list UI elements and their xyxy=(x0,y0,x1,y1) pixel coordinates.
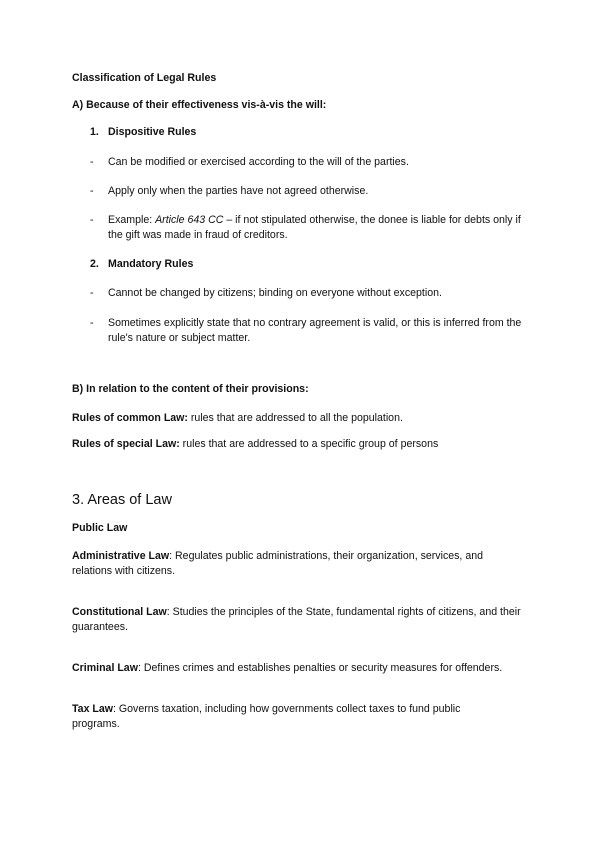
area-term: Tax Law xyxy=(72,703,114,715)
areas-of-law-title: 3. Areas of Law xyxy=(72,492,172,508)
list-item xyxy=(90,155,530,170)
common-law-term: Rules of common Law: xyxy=(72,412,188,424)
bullet-text: Apply only when the parties have not agreed otherwise. xyxy=(108,185,369,197)
special-law-paragraph xyxy=(72,437,532,452)
area-term: Criminal Law xyxy=(72,662,138,674)
area-text: : Regulates public administrations, their organization, services, and relations with citizens. xyxy=(72,550,483,577)
area-text: : Governs taxation, including how governments collect taxes to fund public programs. xyxy=(72,703,461,730)
document-title: Classification of Legal Rules xyxy=(72,72,217,84)
list-item xyxy=(90,286,530,301)
section-b-heading: B) In relation to the content of their provisions: xyxy=(72,383,309,395)
list-item xyxy=(90,316,530,346)
article-reference: Article 643 CC xyxy=(155,214,224,226)
common-law-paragraph xyxy=(72,411,532,426)
special-law-term: Rules of special Law: xyxy=(72,438,180,450)
list-item xyxy=(90,213,530,243)
example-prefix: Example: xyxy=(108,214,156,226)
area-paragraph-constitutional xyxy=(72,605,522,635)
area-term: Administrative Law xyxy=(72,550,170,562)
dispositive-rules-label: Dispositive Rules xyxy=(108,126,197,138)
example-rest: – if not stipulated otherwise, the donee is liable for debts only if the gift was made in fraud of creditors. xyxy=(108,214,521,241)
list-item xyxy=(90,184,530,199)
bullet-text xyxy=(108,213,530,243)
mandatory-rules-heading xyxy=(90,257,193,272)
bullet-text: Sometimes explicitly state that no contrary agreement is valid, or this is inferred from the rule's nature or subject matter. xyxy=(108,317,522,344)
special-law-text: rules that are addressed to a specific group of persons xyxy=(179,438,439,450)
bullet-text: Cannot be changed by citizens; binding on everyone without exception. xyxy=(108,287,442,299)
bullet-dash: - xyxy=(90,156,94,168)
mandatory-rules-label: Mandatory Rules xyxy=(108,258,194,270)
area-paragraph-tax xyxy=(72,702,492,732)
section-a-heading: A) Because of their effectiveness vis-à-vis the will: xyxy=(72,99,327,111)
area-text: : Defines crimes and establishes penalties or security measures for offenders. xyxy=(137,662,503,674)
bullet-dash: - xyxy=(90,287,94,299)
public-law-title: Public Law xyxy=(72,522,128,534)
area-text: : Studies the principles of the State, fundamental rights of citizens, and their guarantees. xyxy=(72,606,521,633)
area-paragraph-criminal xyxy=(72,661,542,676)
area-term: Constitutional Law xyxy=(72,606,167,618)
bullet-text: Can be modified or exercised according to the will of the parties. xyxy=(108,156,409,168)
bullet-dash: - xyxy=(90,214,94,226)
area-paragraph-administrative xyxy=(72,549,512,579)
list-number: 1. xyxy=(90,126,99,138)
list-number: 2. xyxy=(90,258,99,270)
bullet-dash: - xyxy=(90,185,94,197)
bullet-dash: - xyxy=(90,317,94,329)
dispositive-rules-heading xyxy=(90,125,196,140)
common-law-text: rules that are addressed to all the population. xyxy=(187,412,403,424)
